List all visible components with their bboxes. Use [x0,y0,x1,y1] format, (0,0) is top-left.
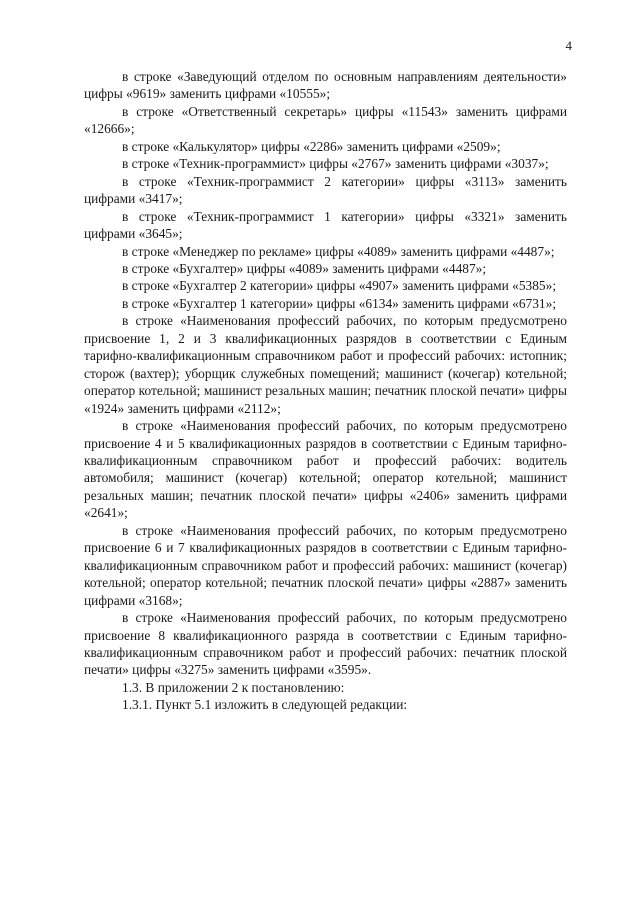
paragraph-technician-programmer-cat2: в строке «Техник-программист 2 категории» цифры «3113» заменить цифрами «3417»; [84,173,567,207]
paragraph-section-1-3-1: 1.3.1. Пункт 5.1 изложить в следующей редакции: [122,697,408,713]
paragraph-ad-manager: в строке «Менеджер по рекламе» цифры «4089» заменить цифрами «4487»; [122,243,555,259]
paragraph-workers-grade-8: в строке «Наименования профессий рабочих, по которым предусмотрено присвоение 8 квалификационного разряда в соответствии с Единым тарифно-квалификационным справочником работ и профессий рабочих: печатник плоской печати» цифры «3275» заменить цифрами «3595». [84,610,567,678]
paragraph-technician-programmer-cat1: в строке «Техник-программист 1 категории» цифры «3321» заменить цифрами «3645»; [84,208,567,242]
paragraph-section-1-3: 1.3. В приложении 2 к постановлению: [122,679,345,695]
paragraph-accountant: в строке «Бухгалтер» цифры «4089» заменить цифрами «4487»; [122,260,487,276]
document-body [84,68,567,714]
paragraph-accountant-cat2: в строке «Бухгалтер 2 категории» цифры «4907» заменить цифрами «5385»; [122,278,557,294]
paragraph-head-of-department: в строке «Заведующий отделом по основным направлениям деятельности» цифры «9619» заменить цифрами «10555»; [84,69,567,102]
paragraph-workers-grades-4-5: в строке «Наименования профессий рабочих, по которым предусмотрено присвоение 4 и 5 квалификационных разрядов в соответствии с Единым тарифно-квалификационным справочником работ и профессий рабочих: водитель автомобиля; машинист (кочегар) котельной; оператор котельной; машинист резальных машин; печатник плоской печати» цифры «2406» заменить цифрами «2641»; [84,418,567,521]
paragraph-workers-grades-6-7: в строке «Наименования профессий рабочих, по которым предусмотрено присвоение 6 и 7 квалификационных разрядов в соответствии с Единым тарифно-квалификационным справочником работ и профессий рабочих: машинист (кочегар) котельной; оператор котельной; печатник плоской печати» цифры «2887» заменить цифрами «3168»; [84,522,567,608]
paragraph-technician-programmer: в строке «Техник-программист» цифры «2767» заменить цифрами «3037»; [122,156,549,172]
page-number: 4 [565,38,572,53]
paragraph-accountant-cat1: в строке «Бухгалтер 1 категории» цифры «6134» заменить цифрами «6731»; [122,295,557,311]
paragraph-workers-grades-1-3: в строке «Наименования профессий рабочих, по которым предусмотрено присвоение 1, 2 и 3 квалификационных разрядов в соответствии с Единым тарифно-квалификационным справочником работ и профессий рабочих: истопник; сторож (вахтер); уборщик служебных помещений; машинист (кочегар) котельной; оператор котельной; машинист резальных машин; печатник плоской печати» цифры «1924» заменить цифрами «2112»; [84,313,567,416]
paragraph-executive-secretary: в строке «Ответственный секретарь» цифры «11543» заменить цифрами «12666»; [84,103,567,137]
paragraph-calculator: в строке «Калькулятор» цифры «2286» заменить цифрами «2509»; [122,138,501,154]
